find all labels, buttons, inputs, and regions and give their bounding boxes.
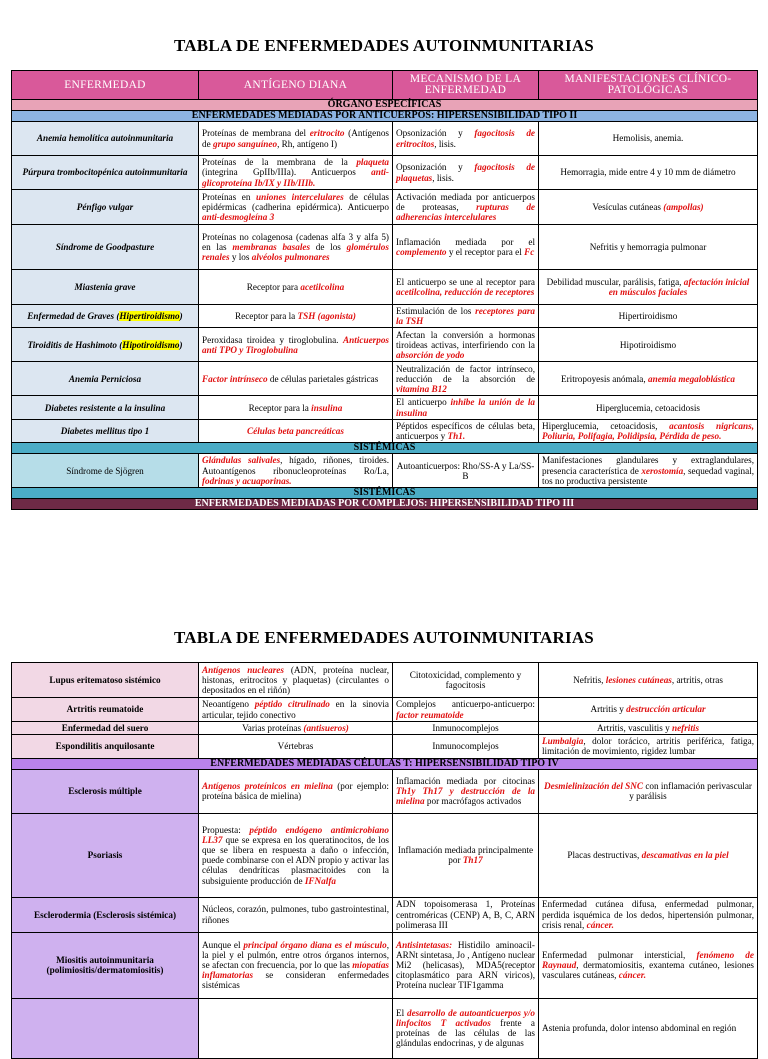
mechanism-cell: Complejos anticuerpo-anticuerpo: factor reumatoide (393, 698, 539, 722)
header-manifestaciones: MANIFESTACIONES CLÍNICO-PATOLÓGICAS (539, 71, 758, 100)
table-row (12, 190, 758, 225)
antigen-cell: Núcleos, corazón, pulmones, tubo gastrointestinal, riñones (199, 897, 393, 932)
mechanism-cell: Neutralización de factor intrínseco, reducción de la absorción de vitamina B12 (393, 362, 539, 396)
table-row (12, 722, 758, 735)
disease-name: Espondilitis anquilosante (12, 735, 199, 758)
table-row (12, 305, 758, 328)
manifestations-cell: Placas destructivas, descamativas en la piel (539, 813, 758, 897)
mechanism-cell: ADN topoisomerasa 1, Proteínas centroméricas (CENP) A, B, C, ARN polimerasa III (393, 897, 539, 932)
section-hipersensibilidad-tipo2: ENFERMEDADES MEDIADAS POR ANTICUERPOS: HIPERSENSIBILIDAD TIPO II (12, 111, 758, 122)
table-row (12, 270, 758, 305)
section-hipersensibilidad-tipo4: ENFERMEDADES MEDIADAS CÉLULAS T: HIPERSENSIBILIDAD TIPO IV (12, 758, 758, 769)
antigen-cell: Proteínas no colagenosa (cadenas alfa 3 y alfa 5) en las membranas basales de los glomérulos renales y los alvéolos pulmonares (199, 225, 393, 270)
mechanism-cell: El anticuerpo inhibe la unión de la insulina (393, 396, 539, 419)
manifestations-cell: Hemorragia, mide entre 4 y 10 mm de diámetro (539, 156, 758, 190)
manifestations-cell: Hiperglucemia, cetoacidosis, acantosis nigricans, Poliuria, Polifagia, Polidipsia, Pérdida de peso. (539, 419, 758, 442)
antigen-cell: Proteínas en uniones intercelulares de células epidérmicas (cadherina epidérmica). Anticuerpo anti-desmogleína 3 (199, 190, 393, 225)
manifestations-cell: Nefritis, lesiones cutáneas, artritis, otras (539, 663, 758, 698)
manifestations-cell: Hiperglucemia, cetoacidosis (539, 396, 758, 419)
mechanism-cell: Inmunocomplejos (393, 735, 539, 758)
disease-name: Anemia hemolítica autoinmunitaria (12, 122, 199, 156)
antigen-cell: Antígenos nucleares (ADN, proteína nuclear, histonas, eritrocitos y plaquetas) (circulantes o depositados en el riñón) (199, 663, 393, 698)
table-row (12, 122, 758, 156)
mechanism-cell: Estimulación de los receptores para la TSH (393, 305, 539, 328)
table-row (12, 328, 758, 362)
manifestations-cell: Enfermedad pulmonar intersticial, fenómeno de Raynaud, dermatomiositis, exantema cutáneo, lesiones vasculares cutáneas, cáncer. (539, 932, 758, 998)
section-sistemicas-2: SISTÉMICAS (12, 488, 758, 499)
header-enfermedad: ENFERMEDAD (12, 71, 199, 100)
manifestations-cell: Desmielinización del SNC con inflamación perivascular y parálisis (539, 769, 758, 813)
disease-name: Artritis reumatoide (12, 698, 199, 722)
mechanism-cell: El anticuerpo se une al receptor para acetilcolina, reducción de receptores (393, 270, 539, 305)
antigen-cell: Glándulas salivales, hígado, riñones, tiroides. Autoantígenos ribonucleoproteínas Ro/La, fodrinas y acuaporinas. (199, 454, 393, 488)
table-row (12, 225, 758, 270)
antigen-cell: Varias proteínas (antisueros) (199, 722, 393, 735)
table-row (12, 897, 758, 932)
antigen-cell: Propuesta: péptido endógeno antimicrobiano LL37 que se expresa en los queratinocitos, de los que se libera en respuesta a daño o infección, puede combinarse con el ADN propio y activar las células dendríticas plasmacitoides con la subsiguiente producción de IFNalfa (199, 813, 393, 897)
table-row (12, 362, 758, 396)
table-row (12, 735, 758, 758)
manifestations-cell: Debilidad muscular, parálisis, fatiga, afectación inicial en músculos faciales (539, 270, 758, 305)
disease-name: Enfermedad de Graves (Hipertiroidismo) (12, 305, 199, 328)
mechanism-cell: Citotoxicidad, complemento y fagocitosis (393, 663, 539, 698)
manifestations-cell: Hipotiroidismo (539, 328, 758, 362)
antigen-cell: Neoantígeno péptido citrulinado en la sinovia articular, tejido conectivo (199, 698, 393, 722)
table-row (12, 998, 758, 1058)
disease-name: Anemia Perniciosa (12, 362, 199, 396)
manifestations-cell: Manifestaciones glandulares y extraglandulares, presencia característica de xerostomía, sequedad vaginal, tos no productiva persistente (539, 454, 758, 488)
table-row (12, 698, 758, 722)
mechanism-cell: Inflamación mediada por citocinas Th1y Th17 y destrucción de la mielina por macrófagos activados (393, 769, 539, 813)
disease-name: Psoriasis (12, 813, 199, 897)
disease-name: Pénfigo vulgar (12, 190, 199, 225)
section-organo-especificas: ÓRGANO ESPECÍFICAS (12, 100, 758, 111)
table-row (12, 932, 758, 998)
manifestations-cell: Astenia profunda, dolor intenso abdominal en región (539, 998, 758, 1058)
manifestations-cell: Eritropoyesis anómala, anemia megaloblástica (539, 362, 758, 396)
section-hipersensibilidad-tipo3: ENFERMEDADES MEDIADAS POR COMPLEJOS: HIPERSENSIBILIDAD TIPO III (12, 499, 758, 510)
mechanism-cell: Inflamación mediada principalmente por Th17 (393, 813, 539, 897)
mechanism-cell: Opsonización y fagocitosis de plaquetas, lisis. (393, 156, 539, 190)
antigen-cell: Proteínas de membrana del eritrocito (Antígenos de grupo sanguíneo, Rh, antígeno I) (199, 122, 393, 156)
disease-name: Síndrome de Goodpasture (12, 225, 199, 270)
disease-name: Esclerosis múltiple (12, 769, 199, 813)
mechanism-cell: Activación mediada por anticuerpos de proteasas, rupturas de adherencias intercelulares (393, 190, 539, 225)
disease-name: Miastenia grave (12, 270, 199, 305)
disease-name: Diabetes mellitus tipo 1 (12, 419, 199, 442)
manifestations-cell: Vesículas cutáneas (ampollas) (539, 190, 758, 225)
manifestations-cell: Artritis, vasculitis y nefritis (539, 722, 758, 735)
disease-name: Enfermedad del suero (12, 722, 199, 735)
mechanism-cell: Opsonización y fagocitosis de eritrocitos, lisis. (393, 122, 539, 156)
antigen-cell: Receptor para la TSH (agonista) (199, 305, 393, 328)
page-title: TABLA DE ENFERMEDADES AUTOINMUNITARIAS (174, 36, 594, 55)
autoimmune-table-part2 (11, 662, 758, 1059)
antigen-cell (199, 998, 393, 1058)
antigen-cell: Receptor para la insulina (199, 396, 393, 419)
header-mecanismo: MECANISMO DE LA ENFERMEDAD (393, 71, 539, 100)
table-row (12, 396, 758, 419)
table-row (12, 156, 758, 190)
disease-name (12, 998, 199, 1058)
mechanism-cell: Autoanticuerpos: Rho/SS-A y La/SS-B (393, 454, 539, 488)
antigen-cell: Células beta pancreáticas (199, 419, 393, 442)
header-antigeno: ANTÍGENO DIANA (199, 71, 393, 100)
antigen-cell: Factor intrínseco de células parietales gástricas (199, 362, 393, 396)
mechanism-cell: Péptidos específicos de células beta, anticuerpos y Th1. (393, 419, 539, 442)
mechanism-cell: Antisintetasas: Histidilo aminoacil-ARNt sintetasa, Jo , Antígeno nuclear Mi2 (helicasas), MDA5(receptor citoplasmático para ARN viricos), Proteína nuclear TIF1gamma (393, 932, 539, 998)
disease-name: Esclerodermia (Esclerosis sistémica) (12, 897, 199, 932)
mechanism-cell: Inflamación mediada por el complemento y el receptor para el Fc (393, 225, 539, 270)
autoimmune-table-part1 (11, 70, 758, 510)
table-row (12, 813, 758, 897)
table-row (12, 419, 758, 442)
manifestations-cell: Hipertiroidismo (539, 305, 758, 328)
manifestations-cell: Lumbalgia, dolor torácico, artritis periférica, fatiga, limitación de movimiento, rigidez lumbar (539, 735, 758, 758)
table-row (12, 454, 758, 488)
disease-name: Tiroiditis de Hashimoto (Hipotiroidismo) (12, 328, 199, 362)
table-row (12, 663, 758, 698)
manifestations-cell: Nefritis y hemorragia pulmonar (539, 225, 758, 270)
antigen-cell: Vértebras (199, 735, 393, 758)
antigen-cell: Antígenos proteínicos en mielina (por ejemplo: proteína básica de mielina) (199, 769, 393, 813)
antigen-cell: Aunque el principal órgano diana es el músculo, la piel y el pulmón, entre otros órganos internos, se afectan con frecuencia, por lo que las miopatías inflamatorias se consideran enfermedades sistémicas (199, 932, 393, 998)
header-row (12, 71, 758, 100)
manifestations-cell: Artritis y destrucción articular (539, 698, 758, 722)
manifestations-cell: Enfermedad cutánea difusa, enfermedad pulmonar, perdida isquémica de los dedos, hipertensión pulmonar, crisis renal, cáncer. (539, 897, 758, 932)
mechanism-cell: Inmunocomplejos (393, 722, 539, 735)
table-row (12, 769, 758, 813)
antigen-cell: Receptor para acetilcolina (199, 270, 393, 305)
disease-name: Lupus eritematoso sistémico (12, 663, 199, 698)
disease-name: Miositis autoinmunitaria (polimiositis/dermatomiositis) (12, 932, 199, 998)
page-title-2: TABLA DE ENFERMEDADES AUTOINMUNITARIAS (174, 628, 594, 647)
disease-name: Púrpura trombocitopénica autoinmunitaria (12, 156, 199, 190)
disease-name: Síndrome de Sjögren (12, 454, 199, 488)
antigen-cell: Peroxidasa tiroidea y tiroglobulina. Anticuerpos anti TPO y Tiroglobulina (199, 328, 393, 362)
antigen-cell: Proteínas de la membrana de la plaqueta (integrina GpIIb/IIIa). Anticuerpos anti-glicoproteína Ib/IX y IIb/IIIb. (199, 156, 393, 190)
section-sistemicas: SISTÉMICAS (12, 443, 758, 454)
mechanism-cell: Afectan la conversión a hormonas tiroideas activas, interfiriendo con la absorción de yodo (393, 328, 539, 362)
disease-name: Diabetes resistente a la insulina (12, 396, 199, 419)
manifestations-cell: Hemolisis, anemia. (539, 122, 758, 156)
mechanism-cell: El desarrollo de autoanticuerpos y/o linfocitos T activados frente a proteínas de las células de las glándulas endocrinas, y de algunas (393, 998, 539, 1058)
